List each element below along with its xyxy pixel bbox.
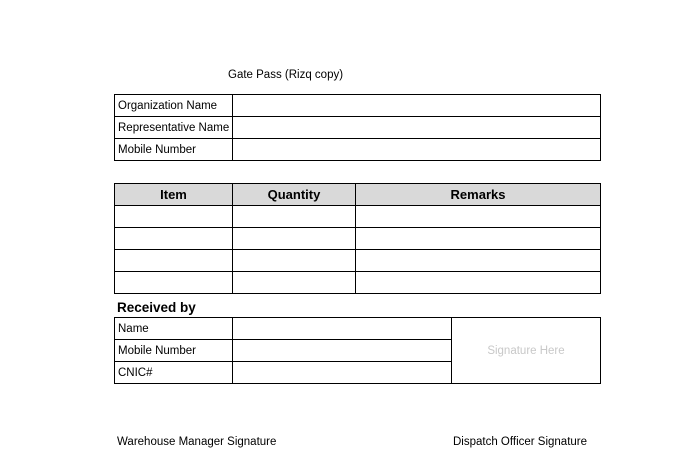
signature-box[interactable]: Signature Here [452, 318, 601, 384]
receiver-mobile-label: Mobile Number [115, 340, 233, 362]
remarks-column-header: Remarks [356, 184, 601, 206]
receiver-name-field[interactable] [233, 318, 452, 340]
quantity-cell[interactable] [233, 206, 356, 228]
representative-name-label: Representative Name [115, 117, 233, 139]
receiver-mobile-field[interactable] [233, 340, 452, 362]
mobile-number-label: Mobile Number [115, 139, 233, 161]
remarks-cell[interactable] [356, 228, 601, 250]
table-row [115, 139, 601, 161]
table-row [115, 272, 601, 294]
quantity-column-header: Quantity [233, 184, 356, 206]
table-row [115, 250, 601, 272]
items-table [114, 183, 601, 294]
received-by-heading: Received by [117, 300, 196, 315]
quantity-cell[interactable] [233, 250, 356, 272]
table-row [115, 206, 601, 228]
quantity-cell[interactable] [233, 228, 356, 250]
warehouse-manager-signature-label: Warehouse Manager Signature [117, 436, 277, 448]
organization-name-field[interactable] [233, 95, 601, 117]
page-title: Gate Pass (Rizq copy) [228, 69, 344, 81]
remarks-cell[interactable] [356, 250, 601, 272]
organization-table [114, 94, 601, 161]
item-cell[interactable] [115, 228, 233, 250]
table-row [115, 95, 601, 117]
mobile-number-field[interactable] [233, 139, 601, 161]
organization-name-label: Organization Name [115, 95, 233, 117]
receiver-name-label: Name [115, 318, 233, 340]
item-cell[interactable] [115, 250, 233, 272]
quantity-cell[interactable] [233, 272, 356, 294]
dispatch-officer-signature-label: Dispatch Officer Signature [453, 436, 588, 448]
table-row [115, 228, 601, 250]
receiver-cnic-label: CNIC# [115, 362, 233, 384]
remarks-cell[interactable] [356, 272, 601, 294]
received-by-table [114, 317, 601, 384]
item-cell[interactable] [115, 272, 233, 294]
table-row [115, 117, 601, 139]
receiver-cnic-field[interactable] [233, 362, 452, 384]
item-column-header: Item [115, 184, 233, 206]
representative-name-field[interactable] [233, 117, 601, 139]
remarks-cell[interactable] [356, 206, 601, 228]
item-cell[interactable] [115, 206, 233, 228]
table-row [115, 318, 601, 340]
items-header-row [115, 184, 601, 206]
